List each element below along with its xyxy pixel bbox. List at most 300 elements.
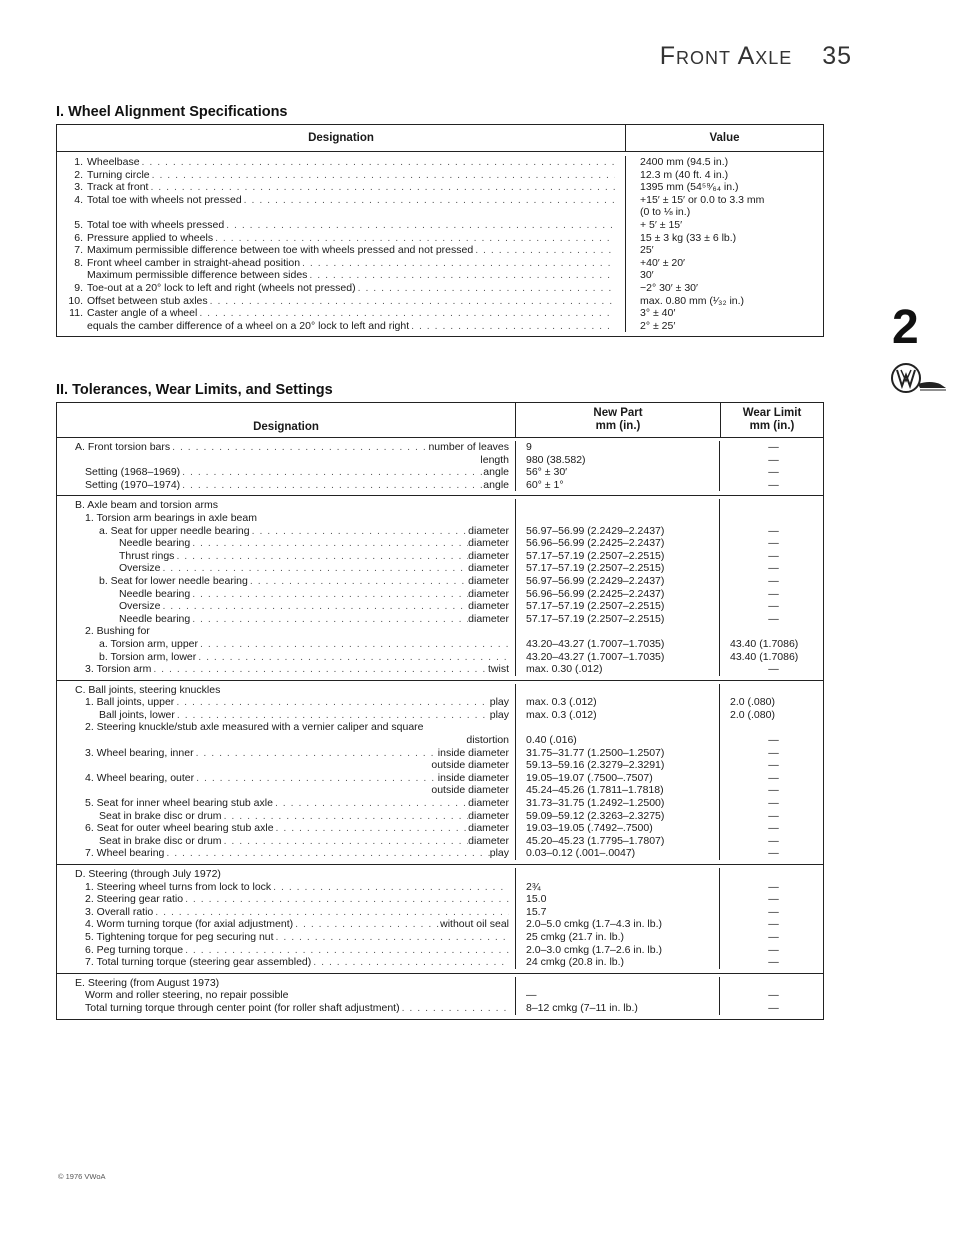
row-measure: twist <box>488 663 509 676</box>
copyright-footnote: © 1976 VWoA <box>58 1172 106 1181</box>
row-label: Needle bearing <box>119 587 191 600</box>
designation-column <box>57 441 515 491</box>
leader-dots <box>180 466 483 479</box>
table-row <box>57 893 509 906</box>
new-part-column <box>515 977 719 1015</box>
new-part-column <box>515 499 719 675</box>
spec-value: 2400 mm (94.5 in.) <box>640 156 729 168</box>
table-header <box>57 403 823 438</box>
new-part-value: 2.0–5.0 cmkg (1.7–4.3 in. lb.) <box>526 918 662 931</box>
spec-value: 2° ± 25′ <box>640 319 676 332</box>
spec-row <box>67 194 615 207</box>
row-measure: without oil seal <box>440 918 509 931</box>
row-label: Total turning torque through center point (for roller shaft adjustment) <box>85 1001 400 1014</box>
table-group <box>57 438 823 495</box>
new-part-value: 59.09–59.12 (2.3263–2.3275) <box>526 809 665 822</box>
wear-limit-value: — <box>768 453 779 466</box>
wear-limit-value: — <box>768 562 779 575</box>
vw-logo-icon <box>890 362 950 401</box>
new-part-value: 56.96–56.99 (2.2425–2.2437) <box>526 537 665 550</box>
page-number: 35 <box>822 42 852 70</box>
leader-dots <box>300 257 615 270</box>
designation-column <box>57 156 625 332</box>
row-label: 6. Peg turning torque <box>85 943 184 956</box>
table-row <box>57 600 509 613</box>
spec-value: 12.3 m (40 ft. 4 in.) <box>640 168 729 181</box>
leader-dots <box>271 881 509 894</box>
table-row <box>57 784 509 797</box>
wear-limit-value <box>730 684 817 697</box>
table-row <box>57 835 509 848</box>
row-number: 7. <box>74 244 83 257</box>
table-row <box>57 537 509 550</box>
value-column <box>625 156 823 332</box>
row-measure: angle <box>483 478 509 491</box>
wear-limit-value: — <box>768 759 779 772</box>
leader-dots <box>248 575 468 588</box>
leader-dots <box>198 638 509 651</box>
spec-row <box>67 181 615 194</box>
new-part-value: 60° ± 1° <box>526 478 564 491</box>
row-label: D. Steering (through July 1972) <box>75 868 221 880</box>
new-part-value: 2.0–3.0 cmkg (1.7–2.6 in. lb.) <box>526 943 662 956</box>
row-number: 9. <box>74 281 83 294</box>
wear-limit-column <box>719 441 823 491</box>
spec-row <box>67 320 615 333</box>
wear-limit-value: — <box>768 612 779 625</box>
table-row <box>57 847 509 860</box>
designation-column <box>57 499 515 675</box>
col-wear-limit: Wear Limit mm (in.) <box>720 403 823 437</box>
wear-limit-value: — <box>768 746 779 759</box>
row-measure: diameter <box>468 600 509 613</box>
table-row <box>57 441 509 454</box>
wear-limit-value: — <box>768 574 779 587</box>
leader-dots <box>170 441 428 454</box>
new-part-value: max. 0.3 (.012) <box>526 696 597 709</box>
new-part-value: 0.03–0.12 (.001–.0047) <box>526 847 636 860</box>
spec-value: 3° ± 40′ <box>640 307 676 320</box>
new-part-value: 56° ± 30′ <box>526 466 568 479</box>
table-row <box>57 466 509 479</box>
new-part-value: 31.73–31.75 (1.2492–1.2500) <box>526 797 665 810</box>
row-label: 5. Seat for inner wheel bearing stub axle <box>85 797 273 810</box>
wear-limit-value: — <box>768 537 779 550</box>
new-part-value: 59.13–59.16 (2.3279–2.3291) <box>526 759 665 772</box>
row-number: 1. <box>74 156 83 168</box>
leader-dots <box>183 944 509 957</box>
wear-limit-value <box>730 512 817 525</box>
row-label: b. Torsion arm, lower <box>99 650 197 663</box>
leader-dots <box>197 307 615 320</box>
leader-dots <box>274 822 469 835</box>
leader-dots <box>164 847 489 860</box>
row-measure: diameter <box>468 612 509 625</box>
new-part-value: 980 (38.582) <box>526 453 586 466</box>
leader-dots <box>194 747 438 760</box>
table-row <box>57 663 509 676</box>
leader-dots <box>174 696 489 709</box>
new-part-value: 43.20–43.27 (1.7007–1.7035) <box>526 650 665 663</box>
wear-limit-value: — <box>768 880 779 893</box>
leader-dots <box>150 169 615 182</box>
leader-dots <box>250 525 469 538</box>
new-part-value: max. 0.30 (.012) <box>526 663 603 676</box>
section-2-title: II. Tolerances, Wear Limits, and Settings <box>56 382 333 398</box>
row-label: a. Seat for upper needle bearing <box>99 524 250 537</box>
row-number: 3. <box>74 181 83 194</box>
row-label: Maximum permissible difference between toe with wheels pressed and not pressed <box>87 244 474 257</box>
row-label: 3. Overall ratio <box>85 905 154 918</box>
row-measure: diameter <box>468 537 509 550</box>
table-row <box>57 550 509 563</box>
new-part-value: 15.0 <box>526 893 547 906</box>
row-number: 8. <box>74 256 83 269</box>
row-label: E. Steering (from August 1973) <box>75 976 220 989</box>
spec-row-spacer <box>67 206 615 219</box>
leader-dots <box>242 194 615 207</box>
leader-dots <box>273 797 468 810</box>
row-label: Offset between stub axles <box>87 294 208 307</box>
row-label: 1. Torsion arm bearings in axle beam <box>85 511 257 524</box>
leader-dots <box>208 295 615 308</box>
row-number: 11. <box>69 307 83 320</box>
wear-limit-value: — <box>768 734 779 747</box>
row-measure: diameter <box>468 809 509 822</box>
new-part-value <box>526 499 713 512</box>
row-label: Total toe with wheels pressed <box>87 218 225 231</box>
new-part-value: 24 cmkg (20.8 in. lb.) <box>526 956 625 969</box>
wear-limit-value: — <box>768 822 779 835</box>
new-part-value: 8–12 cmkg (7–11 in. lb.) <box>526 1001 638 1014</box>
wear-limit-value: 43.40 (1.7086) <box>730 650 799 663</box>
table-row <box>57 868 509 881</box>
row-label: Wheelbase <box>87 156 140 168</box>
row-label: 4. Worm turning torque (for axial adjustment) <box>85 918 294 931</box>
new-part-value: 57.17–57.19 (2.2507–2.2515) <box>526 562 665 575</box>
table-row <box>57 810 509 823</box>
row-label: equals the camber difference of a wheel on a 20° lock to left and right <box>87 319 410 332</box>
spec-value: −2° 30′ ± 30′ <box>640 281 698 294</box>
new-part-value: 57.17–57.19 (2.2507–2.2515) <box>526 600 665 613</box>
col-designation: Designation <box>308 132 374 144</box>
leader-dots <box>196 651 509 664</box>
row-label: b. Seat for lower needle bearing <box>99 574 248 587</box>
wear-limit-value: — <box>768 918 779 931</box>
row-label: A. Front torsion bars <box>75 441 171 453</box>
leader-dots <box>148 181 615 194</box>
wear-limit-value: — <box>768 956 779 969</box>
spec-row <box>67 269 615 282</box>
row-measure: diameter <box>468 562 509 575</box>
table-row <box>57 684 509 697</box>
row-label: a. Torsion arm, upper <box>99 637 199 650</box>
new-part-column <box>515 684 719 860</box>
leader-dots <box>183 893 509 906</box>
table-group <box>57 864 823 973</box>
row-measure: angle <box>483 466 509 479</box>
header-title: Front Axle <box>659 42 793 70</box>
new-part-value: 19.03–19.05 (.7492–.7500) <box>526 822 653 835</box>
tolerances-table <box>56 402 824 1020</box>
spec-row <box>67 307 615 320</box>
wear-limit-value: 43.40 (1.7086) <box>730 637 799 650</box>
leader-dots <box>175 709 490 722</box>
row-label: Thrust rings <box>119 549 175 562</box>
table-row <box>57 944 509 957</box>
table-row <box>57 989 509 1002</box>
wear-limit-column <box>719 868 823 969</box>
row-label: 3. Torsion arm <box>85 663 152 676</box>
leader-dots <box>190 588 468 601</box>
table-row <box>57 575 509 588</box>
new-part-value: 56.96–56.99 (2.2425–2.2437) <box>526 587 665 600</box>
table-group <box>57 973 823 1019</box>
row-label: B. Axle beam and torsion arms <box>75 499 218 512</box>
table-row <box>57 734 509 747</box>
row-measure: inside diameter <box>437 746 509 759</box>
row-measure: number of leaves <box>428 441 509 453</box>
wear-limit-value: — <box>768 441 779 453</box>
table-row <box>57 881 509 894</box>
new-part-value: 57.17–57.19 (2.2507–2.2515) <box>526 549 665 562</box>
col-value: Value <box>625 125 823 151</box>
spec-row <box>67 169 615 182</box>
table-row <box>57 772 509 785</box>
leader-dots <box>140 156 615 169</box>
row-measure: diameter <box>468 834 509 847</box>
leader-dots <box>293 918 440 931</box>
spec-row <box>67 219 615 232</box>
row-label: 1. Steering wheel turns from lock to lock <box>85 880 272 893</box>
new-part-value: 56.97–56.99 (2.2429–2.2437) <box>526 574 665 587</box>
table-row <box>57 454 509 467</box>
wear-limit-value: 2.0 (.080) <box>730 708 775 721</box>
leader-dots <box>224 219 615 232</box>
new-part-value: max. 0.3 (.012) <box>526 708 597 721</box>
row-label: 2. Steering gear ratio <box>85 893 184 906</box>
table-row <box>57 822 509 835</box>
leader-dots <box>274 931 509 944</box>
wear-limit-value: — <box>768 834 779 847</box>
wear-limit-value: — <box>768 809 779 822</box>
leader-dots <box>473 244 615 257</box>
spec-row <box>67 295 615 308</box>
wear-limit-value: — <box>768 905 779 918</box>
table-header <box>57 125 823 152</box>
leader-dots <box>174 550 468 563</box>
row-label: Toe-out at a 20° lock to left and right (wheels not pressed) <box>87 281 356 294</box>
wear-limit-value: — <box>768 797 779 810</box>
row-label: 4. Wheel bearing, outer <box>85 771 195 784</box>
table-row <box>57 625 509 638</box>
table-row <box>57 721 509 734</box>
row-number: 10. <box>68 294 83 307</box>
table-row <box>57 1002 509 1015</box>
row-label: Caster angle of a wheel <box>87 307 198 320</box>
leader-dots <box>213 232 615 245</box>
row-measure: diameter <box>468 574 509 587</box>
spec-value: +15′ ± 15′ or 0.0 to 3.3 mm <box>640 193 765 206</box>
row-measure: diameter <box>468 822 509 835</box>
table-row <box>57 747 509 760</box>
row-label: Pressure applied to wheels <box>87 231 214 244</box>
table-row <box>57 709 509 722</box>
table-row <box>57 638 509 651</box>
row-label: Seat in brake disc or drum <box>99 834 222 847</box>
col-designation: Designation <box>253 421 319 433</box>
row-number: 4. <box>74 193 83 206</box>
wear-limit-value: 2.0 (.080) <box>730 696 775 709</box>
wear-limit-column <box>719 499 823 675</box>
row-label: Oversize <box>119 600 161 613</box>
row-label: Setting (1970–1974) <box>85 478 181 491</box>
row-label: 1. Ball joints, upper <box>85 696 175 709</box>
leader-dots <box>307 269 615 282</box>
row-measure: diameter <box>468 549 509 562</box>
wear-limit-value: — <box>768 549 779 562</box>
row-label: Seat in brake disc or drum <box>99 809 222 822</box>
table-body <box>57 152 823 336</box>
wear-limit-column <box>719 684 823 860</box>
table-row <box>57 977 509 990</box>
row-measure: outside diameter <box>431 784 509 797</box>
row-label: 2. Steering knuckle/stub axle measured with a vernier caliper and square <box>85 721 424 734</box>
leader-dots <box>151 663 488 676</box>
row-number: 5. <box>74 218 83 231</box>
table-group <box>57 495 823 679</box>
row-measure: length <box>480 453 509 466</box>
new-part-value <box>526 721 713 734</box>
spec-value: +40′ ± 20′ <box>640 256 686 269</box>
row-label: 6. Seat for outer wheel bearing stub axle <box>85 822 274 835</box>
row-label: Front wheel camber in straight-ahead position <box>87 256 301 269</box>
table-body <box>57 438 823 1019</box>
table-row <box>57 918 509 931</box>
spec-row <box>67 257 615 270</box>
row-measure: distortion <box>466 734 509 747</box>
wear-limit-value: — <box>768 466 779 479</box>
row-measure: inside diameter <box>437 771 509 784</box>
new-part-value: 31.75–31.77 (1.2500–1.2507) <box>526 746 665 759</box>
leader-dots <box>311 956 509 969</box>
new-part-value: 0.40 (.016) <box>526 734 577 747</box>
table-row <box>57 525 509 538</box>
row-label: Oversize <box>119 562 161 575</box>
row-label: Turning circle <box>87 168 150 181</box>
new-part-value: 19.05–19.07 (.7500–.7507) <box>526 771 653 784</box>
wear-limit-value <box>730 499 817 512</box>
page-header <box>660 42 852 71</box>
section-1-title: I. Wheel Alignment Specifications <box>56 104 288 120</box>
row-measure: diameter <box>468 587 509 600</box>
row-measure: outside diameter <box>431 759 509 772</box>
table-row <box>57 956 509 969</box>
leader-dots <box>190 613 468 626</box>
new-part-column <box>515 868 719 969</box>
wear-limit-value: — <box>768 1001 779 1014</box>
new-part-value: 9 <box>526 441 532 453</box>
wear-limit-value: — <box>768 989 779 1002</box>
row-measure: diameter <box>468 524 509 537</box>
wear-limit-value: — <box>768 930 779 943</box>
leader-dots <box>180 479 483 492</box>
spec-row <box>67 156 615 169</box>
wear-limit-value: — <box>768 663 779 676</box>
spec-value: max. 0.80 mm (¹⁄₃₂ in.) <box>640 294 745 307</box>
row-label: 5. Tightening torque for peg securing nut <box>85 930 274 943</box>
wear-limit-value <box>730 868 817 881</box>
table-row <box>57 479 509 492</box>
spec-row <box>67 232 615 245</box>
new-part-value: 15.7 <box>526 905 547 918</box>
spec-row <box>67 282 615 295</box>
table-row <box>57 512 509 525</box>
leader-dots <box>190 537 468 550</box>
row-label: C. Ball joints, steering knuckles <box>75 683 221 696</box>
leader-dots <box>194 772 438 785</box>
new-part-value <box>526 868 713 881</box>
designation-column <box>57 684 515 860</box>
spec-value: 30′ <box>640 269 654 282</box>
table-row <box>57 759 509 772</box>
row-number: 2. <box>74 168 83 181</box>
leader-dots <box>356 282 615 295</box>
wear-limit-value: — <box>768 893 779 906</box>
wear-limit-value: — <box>768 587 779 600</box>
wheel-alignment-table <box>56 124 824 337</box>
leader-dots <box>153 906 509 919</box>
designation-column <box>57 868 515 969</box>
spec-value: 15 ± 3 kg (33 ± 6 lb.) <box>640 231 737 244</box>
row-measure: play <box>489 708 509 721</box>
table-row <box>57 651 509 664</box>
row-label: Needle bearing <box>119 537 191 550</box>
row-label: Maximum permissible difference between sides <box>87 269 308 282</box>
wear-limit-value: — <box>768 600 779 613</box>
table-row <box>57 696 509 709</box>
leader-dots <box>160 600 468 613</box>
wear-limit-value: — <box>768 524 779 537</box>
new-part-value: 2¾ <box>526 880 541 893</box>
row-label: Worm and roller steering, no repair possible <box>85 989 289 1002</box>
row-label: Total toe with wheels not pressed <box>87 193 242 206</box>
spec-value: 1395 mm (54⁵⁹⁄₆₄ in.) <box>640 181 739 194</box>
wear-limit-value: — <box>768 771 779 784</box>
row-label: 7. Wheel bearing <box>85 847 165 860</box>
row-label: Track at front <box>87 181 149 194</box>
spec-row <box>67 244 615 257</box>
row-label: 2. Bushing for <box>85 625 150 638</box>
row-measure: diameter <box>468 797 509 810</box>
leader-dots <box>409 320 615 333</box>
row-measure: play <box>489 847 509 860</box>
leader-dots <box>400 1002 509 1015</box>
table-row <box>57 613 509 626</box>
table-row <box>57 562 509 575</box>
row-number: 6. <box>74 231 83 244</box>
new-part-value: 57.17–57.19 (2.2507–2.2515) <box>526 612 665 625</box>
wear-limit-value <box>730 977 817 990</box>
section-tab-number: 2 <box>892 301 919 354</box>
wear-limit-value: — <box>768 943 779 956</box>
new-part-value: 45.24–45.26 (1.7811–1.7818) <box>526 784 664 797</box>
new-part-value: 56.97–56.99 (2.2429–2.2437) <box>526 524 665 537</box>
table-row <box>57 797 509 810</box>
spec-value-cont: (0 to ⅛ in.) <box>640 206 691 219</box>
wear-limit-value: — <box>768 478 779 491</box>
table-row <box>57 588 509 601</box>
